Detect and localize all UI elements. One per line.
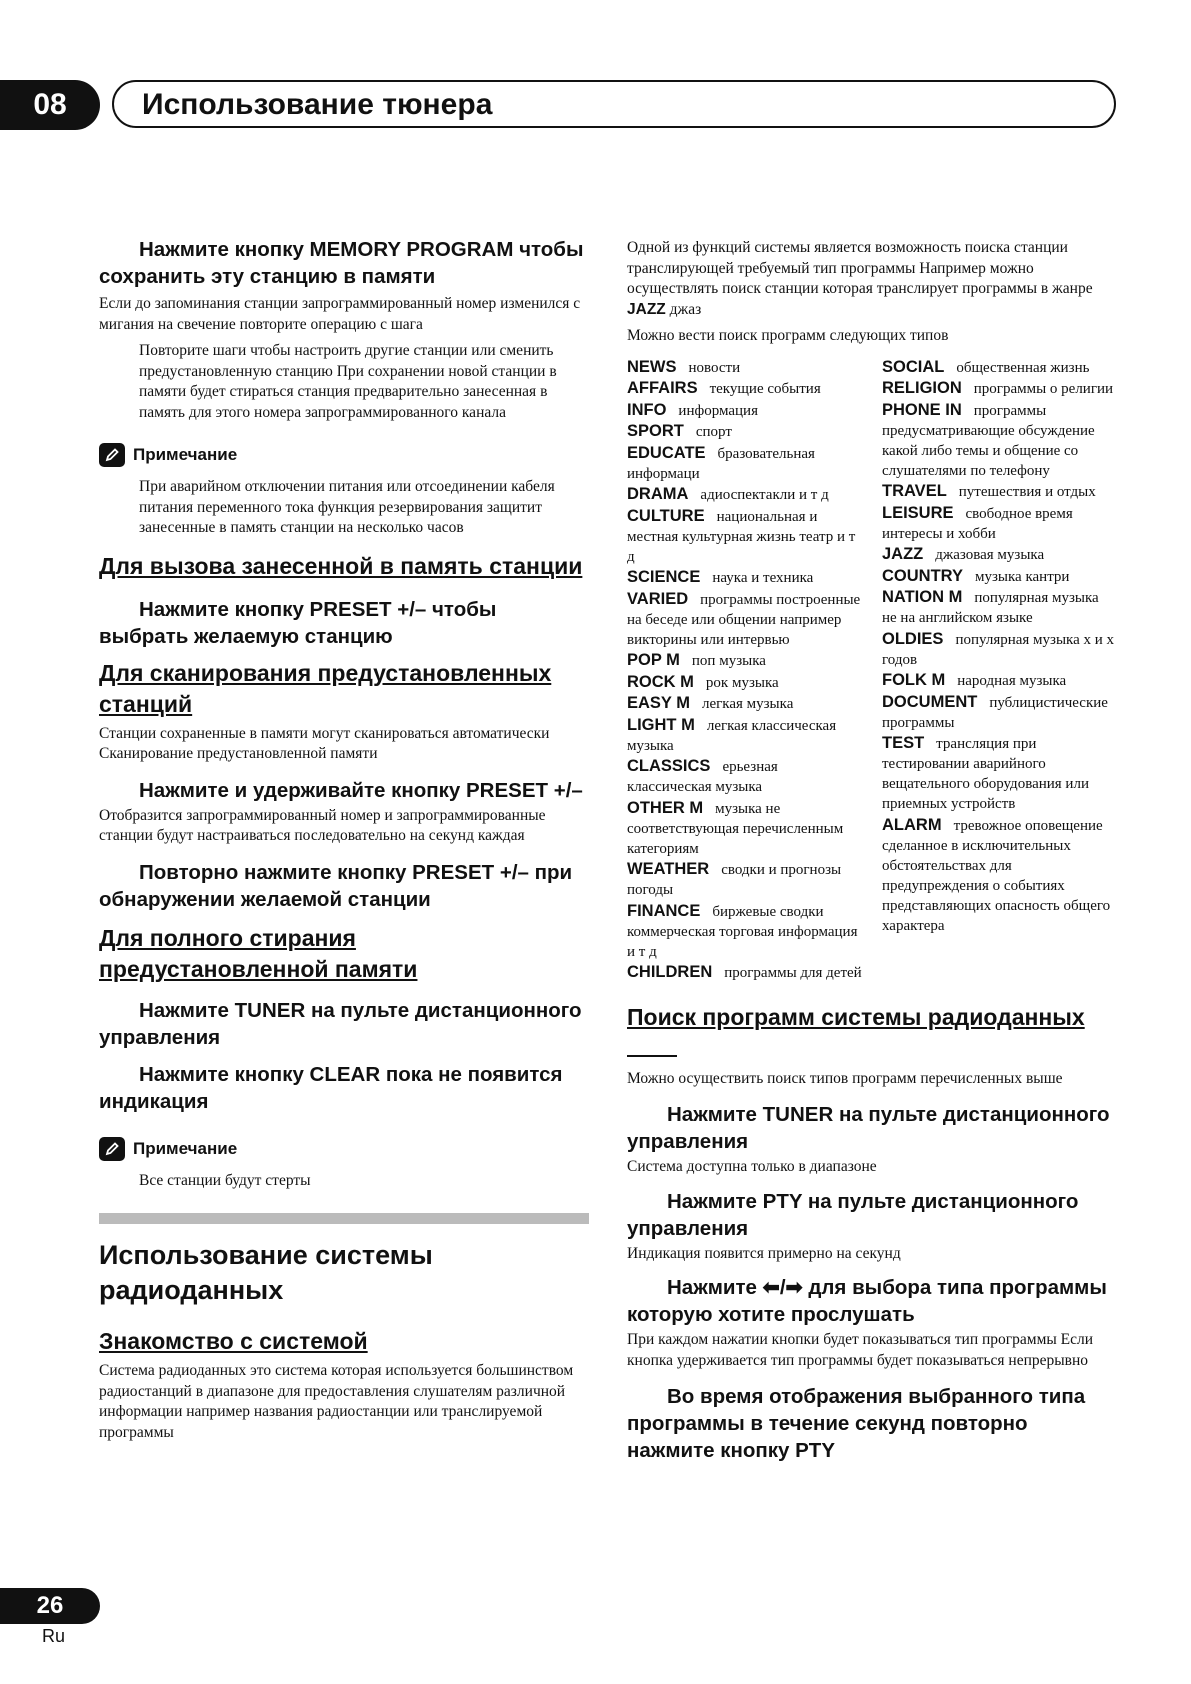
genre-item [882,544,1117,565]
genre-description: адиоспектакли и т д [700,487,829,503]
intro-body: Система радиоданных это система которая используется большинством радиостанций в диапазоне для предоставления слушателям различной информации например названия радиостанции или транслируемой программы [99,1362,574,1441]
genre-description: музыка не соответствующая перечисленным категориям [627,800,844,857]
genre-item [882,670,1117,691]
genre-item [627,400,862,421]
chapter-title: Использование тюнера [142,88,493,121]
genre-description: текущие события [709,381,821,397]
genre-description: легкая классическая музыка [627,717,837,754]
genre-description: программы о религии [973,381,1114,397]
heading-rds: Использование системы радиоданных [99,1240,433,1305]
genre-description: бразовательная информаци [627,445,815,482]
genre-description: легкая музыка [701,696,794,712]
genre-name: CULTURE [627,506,705,525]
genre-description: популярная музыка х и х годов [882,631,1115,668]
section-divider-bar [99,1213,589,1224]
genre-item [627,859,862,900]
genre-description: спорт [695,424,732,440]
genre-description: биржевые сводки коммерческая торговая информация и т д [627,903,858,960]
genre-item [882,503,1117,544]
genre-name: SCIENCE [627,568,701,586]
page-number-badge [0,1588,100,1624]
heading-clear: Для полного стирания предустановленной памяти [99,924,418,982]
genre-column-right [882,357,1117,984]
step-recall: Нажмите кнопку PRESET +/– чтобы выбрать желаемую станцию [99,597,497,648]
genre-item [882,400,1117,481]
genre-name: FOLK M [882,671,946,689]
genre-item [882,692,1117,733]
heading-scan: Для сканирования предустановленных станций [99,659,552,717]
step-memory-program-extra: Повторите шаги чтобы настроить другие станции или сменить предустановленную станцию При сохранении новой станции в памяти будет стираться станция предварительно занесенная в память для этого номера запрограммированного канала [139,342,557,421]
genre-name: POP M [627,651,680,669]
genre-name: OTHER M [627,798,704,817]
genre-description: тревожное оповещение сделанное в исключительных обстоятельствах для предупреждения о событиях представляющих опасность общего характера [882,817,1111,934]
genre-name: AFFAIRS [627,379,698,397]
step-scan-hold-body: Отобразится запрограммированный номер и запрограммированные станции будут настраиваться последовательно на секунд каждая [99,806,546,844]
genre-item [627,798,862,859]
left-column [99,236,589,1443]
genre-description: рок музыка [705,674,779,691]
rds-intro-jazz: JAZZ [627,300,666,318]
genre-item [882,378,1117,399]
genre-description: сводки и прогнозы погоды [627,862,842,898]
note-2-label: Примечание [133,1138,238,1158]
genre-description: публицистические программы [882,694,1108,731]
step-scan-stop: Повторно нажмите кнопку PRESET +/– при обнаружении желаемой станции [99,860,573,911]
genre-description: народная музыка [957,673,1067,689]
genre-item [627,901,862,962]
genre-description: свободное время интересы и хобби [882,505,1073,542]
genre-name: ALARM [882,815,942,834]
pencil-icon [99,443,125,467]
genre-description: трансляция при тестировании аварийного вещательного оборудования или приемных устройств [882,736,1089,812]
genre-item [627,421,862,442]
search-step-2: Нажмите PTY на пульте дистанционного управления [627,1189,1079,1240]
page-language: Ru [42,1626,66,1646]
genre-item [627,484,862,505]
genre-item [882,815,1117,936]
genre-description: общественная жизнь [956,359,1090,376]
step-clear-button: Нажмите кнопку CLEAR пока не появится индикация [99,1062,563,1113]
genre-name: CLASSICS [627,757,711,775]
step-clear-tuner: Нажмите TUNER на пульте дистанционного управления [99,998,582,1049]
genre-name: SOCIAL [882,357,945,376]
search-step-1-body: Система доступна только в диапазоне [627,1158,877,1175]
genre-name: TRAVEL [882,482,947,500]
heading-recall: Для вызова занесенной в память станции [99,552,583,579]
genre-item [627,443,862,484]
genre-name: VARIED [627,589,689,608]
genre-item [627,567,862,588]
genre-item [882,357,1117,378]
genre-description: национальная и местная культурная жизнь театр и т д [627,508,856,565]
genre-item [627,693,862,714]
genre-name: OLDIES [882,629,944,648]
note-2-header [99,1137,589,1161]
chapter-title-box [112,80,1116,128]
genre-name: DOCUMENT [882,692,978,711]
rds-intro-text: Одной из функций системы является возможность поиска станции транслирующей требуемый тип программы Например можно осуществлять поиск станции которая транслирует программы в жанре [627,239,1093,297]
genre-name: INFO [627,400,667,419]
genre-name: LEISURE [882,503,954,522]
genre-item [627,357,862,378]
genre-name: DRAMA [627,485,689,503]
chapter-number: 08 [33,88,67,121]
step-memory-program: Нажмите кнопку MEMORY PROGRAM чтобы сохранить эту станцию в памяти [99,238,584,288]
step-scan-hold: Нажмите и удерживайте кнопку PRESET +/– [139,778,583,802]
genre-name: TEST [882,734,925,752]
page-number: 26 [36,1592,64,1619]
genre-name: CHILDREN [627,963,713,981]
genre-item [882,587,1117,628]
genre-name: LIGHT M [627,715,695,734]
genre-description: наука и техника [712,570,814,586]
genre-description: программы построенные на беседе или общении например викторины или интервью [627,591,861,648]
note-2 [99,1137,589,1192]
genre-item [627,672,862,693]
scan-body: Станции сохраненные в памяти могут сканироваться автоматически Сканирование предустановленной памяти [99,724,550,762]
search-step-3: Нажмите ⬅/➡ для выбора типа программы которую хотите прослушать [627,1276,1107,1326]
genre-name: NEWS [627,357,677,376]
genre-description: джазовая музыка [935,547,1045,563]
genre-name: EDUCATE [627,443,706,462]
note-1 [99,443,589,539]
genre-item [627,756,862,797]
genre-name: NATION M [882,588,963,606]
rds-intro-2: Можно вести поиск программ следующих типов [627,327,949,344]
genre-description: поп музыка [691,653,766,669]
genre-name: ROCK M [627,672,694,691]
genre-column-left [627,357,862,984]
pencil-icon [99,1137,125,1161]
genre-description: популярная музыка не на английском языке [882,590,1099,626]
search-step-2-body: Индикация появится примерно на секунд [627,1244,901,1262]
genre-item [627,378,862,399]
genre-item [627,715,862,756]
rds-intro-tail: джаз [669,300,702,318]
step-memory-program-body: Если до запоминания станции запрограммированный номер изменился с мигания на свечение повторите операцию с шага [99,295,581,333]
genre-name: RELIGION [882,379,962,397]
genre-description: программы для детей [724,965,862,981]
genre-name: FINANCE [627,901,701,920]
heading-intro: Знакомство с системой [99,1328,368,1354]
chapter-number-badge [0,80,100,130]
genre-description: новости [688,359,741,376]
note-1-label: Примечание [133,445,238,464]
search-step-1: Нажмите TUNER на пульте дистанционного управления [627,1103,1110,1153]
rds-intro [627,238,1117,320]
genre-description: информация [678,402,758,419]
genre-name: EASY M [627,694,690,712]
genre-item [627,650,862,671]
genre-name: JAZZ [882,545,924,563]
genre-item [882,481,1117,502]
genre-description: программы предусматривающие обсуждение какой либо темы и общение со слушателями по телефону [882,402,1095,479]
heading-underline-stub [627,1055,677,1057]
genre-name: COUNTRY [882,566,963,585]
genre-list [627,357,1117,984]
right-column [627,238,1117,1464]
note-1-text: При аварийном отключении питания или отсоединении кабеля питания переменного тока функция резервирования защитит занесенные в память станции на несколько часов [139,478,555,536]
note-2-text: Все станции будут стерты [139,1171,311,1189]
genre-description: путешествия и отдых [958,484,1096,500]
genre-item [882,629,1117,670]
genre-item [882,733,1117,814]
search-body: Можно осуществить поиск типов программ перечисленных выше [627,1069,1063,1087]
note-1-header [99,443,589,467]
genre-name: WEATHER [627,860,710,878]
genre-description: ерьезная классическая музыка [627,759,778,795]
heading-search: Поиск программ системы радиоданных [627,1003,1085,1030]
search-step-3-body: При каждом нажатии кнопки будет показываться тип программы Если кнопка удерживается тип программы будет показываться непрерывно [627,1331,1094,1369]
genre-name: SPORT [627,422,684,440]
genre-item [882,566,1117,587]
search-step-4: Во время отображения выбранного типа программы в течение секунд повторно нажмите кнопку PTY [627,1385,1086,1462]
genre-description: музыка кантри [974,568,1070,585]
genre-item [627,589,862,650]
genre-item [627,962,862,983]
genre-name: PHONE IN [882,400,962,419]
genre-item [627,506,862,567]
